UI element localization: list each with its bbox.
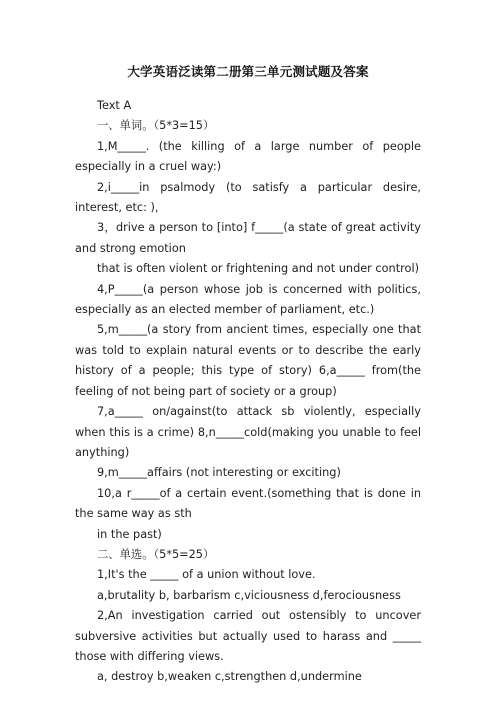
paragraph: 5,m_____(a story from ancient times, especially one that was told to explain natural events or to describe the early history of a people; this type of story) 6,a_____ from(the feeling of not being part of society or a group): [75, 323, 421, 398]
paragraph: in the past): [97, 527, 162, 541]
paragraph: that is often violent or frightening and not under control): [97, 262, 419, 276]
section-heading: 一、单词。（5*3=15）: [97, 119, 215, 133]
paragraph: a, destroy b,weaken c,strengthen d,undermine: [97, 670, 362, 684]
paragraph: 4,P_____(a person whose job is concerned with politics, especially as an elected member of parliament, etc.): [75, 282, 421, 317]
document-title: 大学英语泛读第二册第三单元测试题及答案: [127, 64, 369, 79]
paragraph: 2,i_____in psalmody (to satisfy a particular desire, interest, etc: ),: [75, 180, 421, 215]
paragraph: 1,It's the _____ of a union without love.: [97, 568, 316, 582]
document-body: [75, 96, 421, 688]
paragraph: a,brutality b, barbarism c,viciousness d,ferociousness: [97, 588, 401, 602]
paragraph: 3，drive a person to [into] f_____(a state of great activity and strong emotion: [75, 221, 421, 255]
paragraph: 1,M_____. (the killing of a large number of people especially in a cruel way:): [75, 139, 421, 174]
paragraph: Text A: [97, 99, 132, 112]
paragraph: 2,An investigation carried out ostensibly to uncover subversive activities but actually used to harass and _____ those with differing views.: [75, 609, 421, 663]
section-heading: 二、单选。（5*5=25）: [97, 547, 215, 561]
paragraph: 9,m_____affairs (not interesting or exciting): [97, 466, 341, 480]
paragraph: 7,a_____ on/against(to attack sb violently, especially when this is a crime) 8,n_____cold(making you unable to feel anything): [75, 405, 421, 459]
paragraph: 10,a r_____of a certain event.(something that is done in the same way as sth: [75, 486, 421, 521]
